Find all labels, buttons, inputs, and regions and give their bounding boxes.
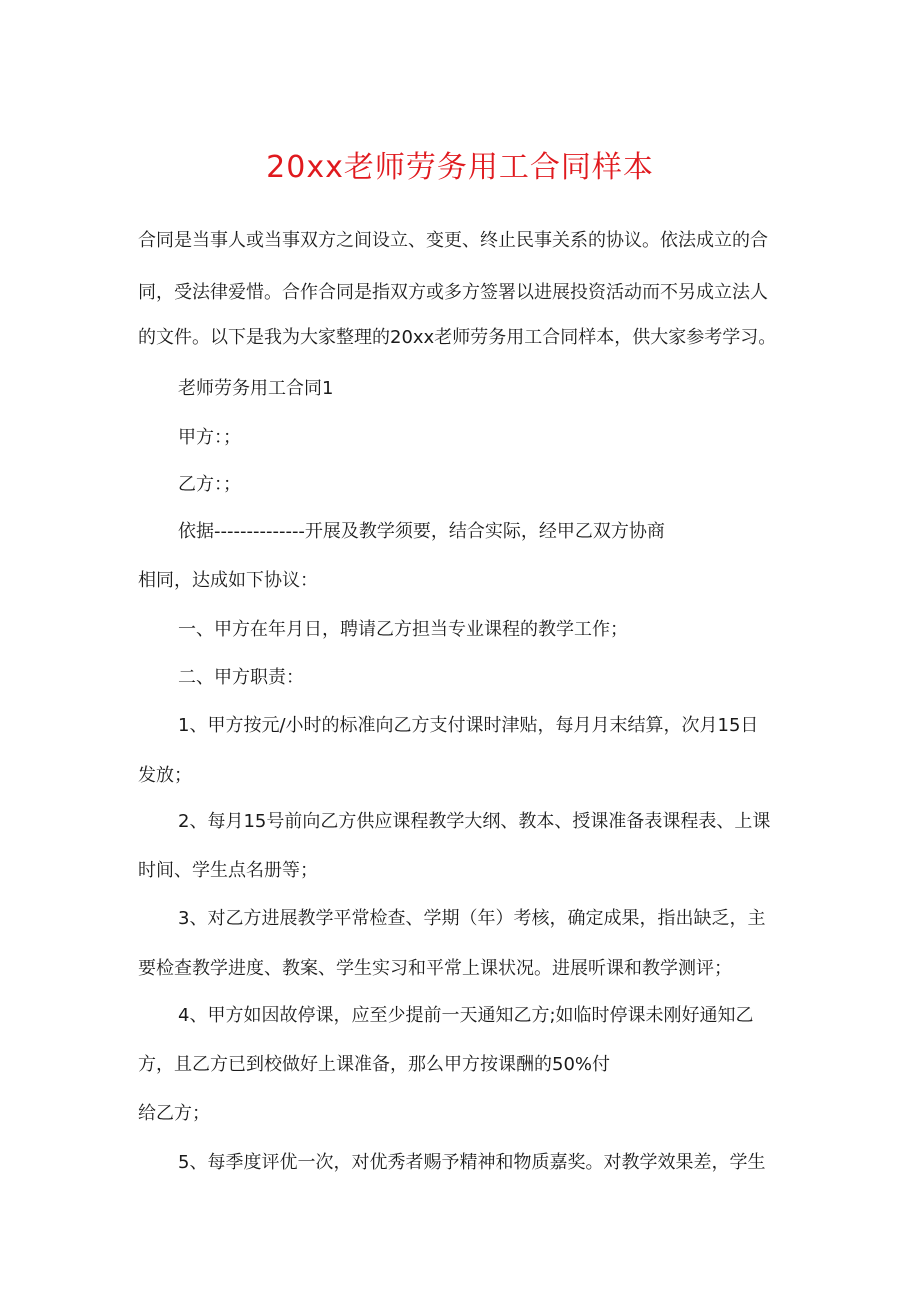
clause-line: 1、甲方按元/小时的标准向乙方支付课时津贴，每月月末结算，次月15日 (178, 715, 759, 736)
clause-line: 2、每月15号前向乙方供应课程教学大纲、教本、授课准备表课程表、上课 (178, 811, 771, 832)
paragraph-line: 相同，达成如下协议： (138, 570, 318, 591)
clause-line: 3、对乙方进展教学平常检查、学期（年）考核，确定成果，指出缺乏，主 (178, 908, 766, 929)
document-title: 20xx老师劳务用工合同样本 (266, 150, 654, 185)
paragraph-line: 合同是当事人或当事双方之间设立、变更、终止民事关系的协议。依法成立的合 (138, 230, 768, 251)
paragraph-line: 依据--------------开展及教学须要，结合实际，经甲乙双方协商 (178, 521, 665, 542)
clause-line: 给乙方； (138, 1103, 210, 1124)
section-heading: 老师劳务用工合同1 (178, 378, 334, 399)
clause-line: 要检查教学进度、教案、学生实习和平常上课状况。进展听课和教学测评； (138, 958, 732, 979)
paragraph-line: 的文件。以下是我为大家整理的20xx老师劳务用工合同样本，供大家参考学习。 (138, 327, 777, 348)
clause-line: 发放； (138, 765, 192, 786)
clause-line: 4、甲方如因故停课，应至少提前一天通知乙方;如临时停课未刚好通知乙 (178, 1005, 754, 1026)
clause-line: 一、甲方在年月日，聘请乙方担当专业课程的教学工作； (178, 619, 628, 640)
clause-line: 5、每季度评优一次，对优秀者赐予精神和物质嘉奖。对教学效果差，学生 (178, 1152, 766, 1173)
party-a-line: 甲方：； (178, 427, 241, 448)
paragraph-line: 同，受法律爱惜。合作合同是指双方或多方签署以进展投资活动而不另成立法人 (138, 282, 768, 303)
clause-heading: 二、甲方职责： (178, 667, 304, 688)
clause-line: 时间、学生点名册等； (138, 860, 318, 881)
party-b-line: 乙方：； (178, 474, 241, 495)
clause-line: 方，且乙方已到校做好上课准备，那么甲方按课酬的50%付 (138, 1054, 611, 1075)
